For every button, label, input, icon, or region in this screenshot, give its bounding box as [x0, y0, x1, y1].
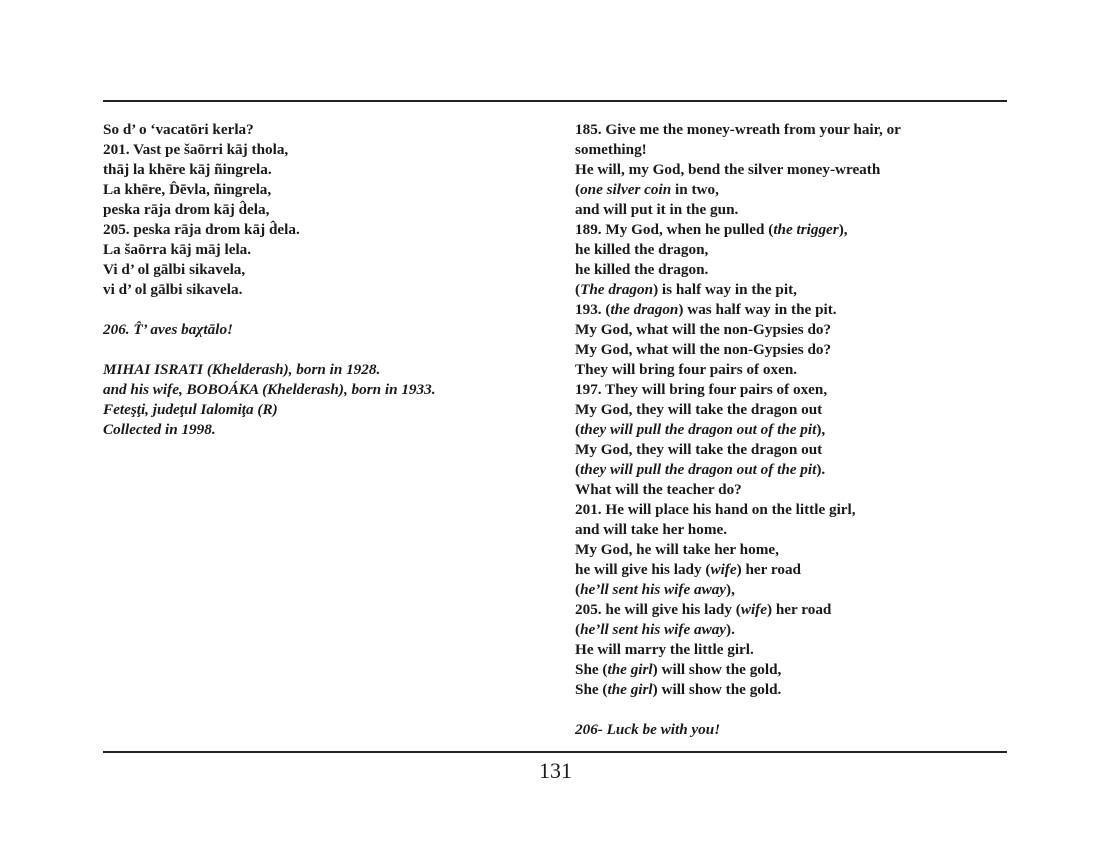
verse-line: La šaōrra kāj māj lela.	[103, 241, 252, 258]
translation-line: 185. Give me the money-wreath from your hair, or	[575, 121, 901, 138]
translation-line: 189. My God, when he pulled (the trigger),	[575, 221, 848, 238]
translation-line: 193. (the dragon) was half way in the pit.	[575, 301, 837, 318]
verse-line: 205. peska rāja drom kāj d̂ela.	[103, 221, 300, 238]
translation-line: She (the girl) will show the gold.	[575, 681, 782, 698]
left-column	[103, 120, 543, 440]
translation-line: She (the girl) will show the gold,	[575, 661, 782, 678]
translation-line: What will the teacher do?	[575, 481, 742, 498]
translation-line: he killed the dragon,	[575, 241, 709, 258]
translation-line: (The dragon) is half way in the pit,	[575, 281, 797, 298]
translation-line: My God, he will take her home,	[575, 541, 779, 558]
translation-line: My God, what will the non-Gypsies do?	[575, 321, 832, 338]
translation-line: something!	[575, 141, 647, 158]
translation-line: He will, my God, bend the silver money-wreath	[575, 161, 881, 178]
translation-line: My God, they will take the dragon out	[575, 441, 823, 458]
translation-line: My God, they will take the dragon out	[575, 401, 823, 418]
verse-line: vi d’ ol gālbi sikavela.	[103, 281, 243, 298]
credit-line: Collected in 1998.	[103, 421, 216, 438]
translation-line: 197. They will bring four pairs of oxen,	[575, 381, 828, 398]
verse-line: So d’ o ‘vacatōri kerla?	[103, 121, 254, 138]
credit-line: and his wife, BOBOÁKA (Khelderash), born in 1933.	[103, 381, 436, 398]
translation-line: and will put it in the gun.	[575, 201, 739, 218]
translation-line: (they will pull the dragon out of the pit).	[575, 461, 826, 478]
verse-line: Vi d’ ol gālbi sikavela,	[103, 261, 246, 278]
verse-line: thāj la khēre kāj ñingrela.	[103, 161, 272, 178]
verse-line: La khēre, D̂ēvla, ñingrela,	[103, 181, 272, 198]
credit-line: MIHAI ISRATI (Khelderash), born in 1928.	[103, 361, 381, 378]
translation-line: (one silver coin in two,	[575, 181, 719, 198]
translation-line: (he’ll sent his wife away).	[575, 621, 735, 638]
right-column	[575, 120, 1007, 740]
translation-line: 205. he will give his lady (wife) her road	[575, 601, 832, 618]
verse-line: peska rāja drom kāj d̂ela,	[103, 201, 270, 218]
closing-verse: 206. T̂’ aves baχtālo!	[103, 321, 233, 338]
verse-line: 201. Vast pe šaōrri kāj thola,	[103, 141, 289, 158]
translation-line: He will marry the little girl.	[575, 641, 754, 658]
closing-translation: 206- Luck be with you!	[575, 721, 721, 738]
translation-line: he will give his lady (wife) her road	[575, 561, 801, 578]
translation-line: and will take her home.	[575, 521, 728, 538]
translation-line: he killed the dragon.	[575, 261, 709, 278]
translation-line: (they will pull the dragon out of the pit),	[575, 421, 826, 438]
translation-line: My God, what will the non-Gypsies do?	[575, 341, 832, 358]
translation-line: They will bring four pairs of oxen.	[575, 361, 798, 378]
page-number: 131	[539, 758, 572, 783]
bottom-rule	[103, 751, 1007, 753]
translation-line: (he’ll sent his wife away),	[575, 581, 735, 598]
top-rule	[103, 100, 1007, 102]
translation-line: 201. He will place his hand on the little girl,	[575, 501, 856, 518]
credit-line: Feteşţi, judeţul Ialomiţa (R)	[103, 401, 278, 418]
